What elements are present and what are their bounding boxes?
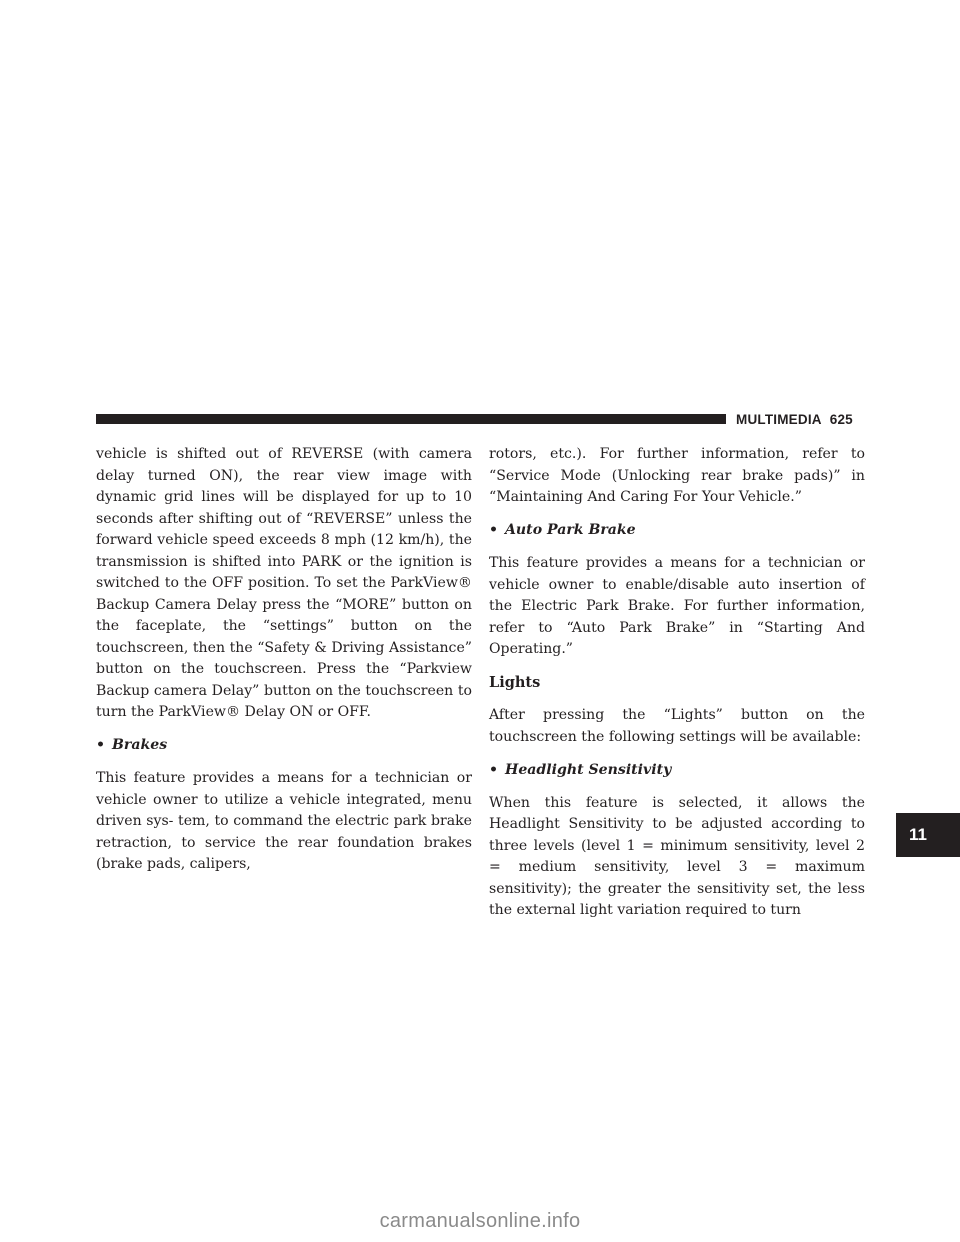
chapter-tab: 11 xyxy=(896,813,960,857)
running-header xyxy=(736,412,853,427)
bullet-brakes xyxy=(96,735,472,757)
heading-lights: Lights xyxy=(489,674,541,691)
paragraph-brakes-continued: rotors, etc.). For further information, refer to “Service Mode (Unlocking rear brake pads)” in “Maintaining And Caring For Your Vehicle.” xyxy=(489,446,865,505)
paragraph-auto-park-brake: This feature provides a means for a technician or vehicle owner to enable/disable auto insertion of the Electric Park Brake. For further information, refer to “Auto Park Brake” in “Starting And Operating.” xyxy=(489,555,865,657)
bullet-auto-park-brake xyxy=(489,520,865,542)
bullet-dot: • xyxy=(489,761,499,778)
paragraph-brakes: This feature provides a means for a technician or vehicle owner to utilize a vehicle integrated, menu driven sys- tem, to command the electric park brake retraction, to service the rear foundation brakes (brake pads, calipers, xyxy=(96,770,472,872)
bullet-dot: • xyxy=(489,522,499,538)
bullet-headlight-sensitivity xyxy=(489,760,865,782)
right-column xyxy=(489,444,865,933)
bullet-label: Headlight Sensitivity xyxy=(505,761,672,778)
page-number: 625 xyxy=(829,412,853,427)
section-title: MULTIMEDIA xyxy=(736,412,822,427)
watermark: carmanualsonline.info xyxy=(379,1210,581,1232)
bullet-label: Auto Park Brake xyxy=(505,522,636,538)
bullet-dot: • xyxy=(96,737,106,753)
paragraph-lights: After pressing the “Lights” button on the touchscreen the following settings will be available: xyxy=(489,707,865,745)
bullet-label: Brakes xyxy=(112,737,168,753)
paragraph-headlight-sensitivity: When this feature is selected, it allows the Headlight Sensitivity to be adjusted according to three levels (level 1 = minimum sensitivity, level 2 = medium sensitivity, level 3 = maximum sensitivity); the greater the sensitivity set, the less the external light variation required to turn xyxy=(489,794,865,918)
paragraph-camera-delay: vehicle is shifted out of REVERSE (with camera delay turned ON), the rear view image with dynamic grid lines will be displayed for up to 10 seconds after shifting out of “REVERSE” unless the forward vehicle speed exceeds 8 mph (12 km/h), the transmission is shifted into PARK or the ignition is switched to the OFF position. To set the ParkView® Backup Camera Delay press the “MORE” button on the faceplate, the “settings” button on the touchscreen, then the “Safety & Driving Assistance” button on the touchscreen. Press the “Parkview Backup camera Delay” button on the touchscreen to turn the ParkView® Delay ON or OFF. xyxy=(96,446,472,720)
header-rule xyxy=(96,414,726,424)
left-column xyxy=(96,444,472,887)
